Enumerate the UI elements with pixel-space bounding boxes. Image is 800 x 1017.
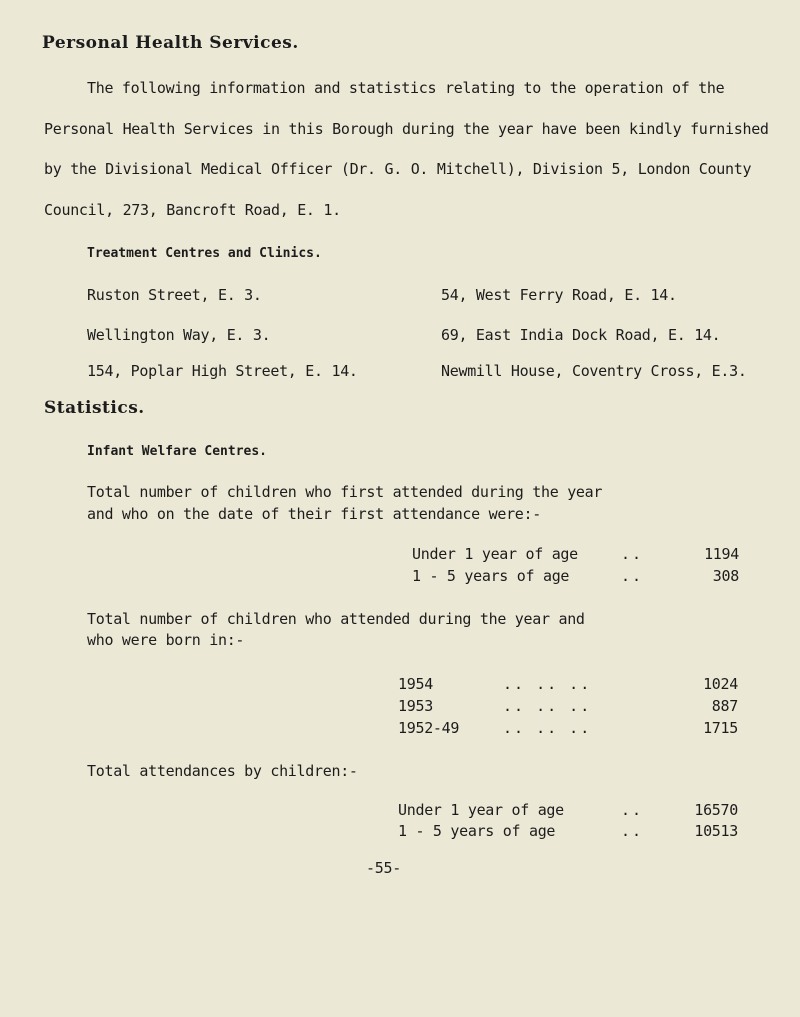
row-value: 1024 — [703, 675, 738, 693]
born-in-text-1: Total number of children who attended during the year and — [87, 610, 585, 628]
row-value: 10513 — [694, 822, 738, 840]
row-dots: .. .. .. — [503, 675, 592, 693]
row-label: 1 - 5 years of age — [398, 822, 556, 840]
row-label: 1952-49 — [398, 719, 460, 737]
row-value: 1194 — [704, 545, 739, 563]
first-attended-text-1: Total number of children who first attended during the year — [87, 483, 603, 501]
centre-4: 69, East India Dock Road, E. 14. — [441, 326, 721, 344]
statistics-heading: Statistics. — [44, 398, 145, 418]
row-dots: .. .. .. — [503, 697, 592, 715]
row-dots: .. — [621, 545, 644, 563]
row-dots: .. — [621, 801, 644, 819]
row-label: Under 1 year of age — [412, 545, 578, 563]
first-attended-text-2: and who on the date of their first attendance were:- — [87, 505, 542, 523]
treatment-heading: Treatment Centres and Clinics. — [87, 246, 322, 261]
row-dots: .. — [621, 822, 644, 840]
centre-2: 54, West Ferry Road, E. 14. — [441, 286, 677, 304]
born-in-text-2: who were born in:- — [87, 631, 245, 649]
row-value: 887 — [711, 697, 738, 715]
centre-3: Wellington Way, E. 3. — [87, 326, 271, 344]
centre-6: Newmill House, Coventry Cross, E.3. — [441, 362, 747, 380]
intro-line-4: Council, 273, Bancroft Road, E. 1. — [44, 201, 341, 219]
row-dots: .. — [621, 567, 644, 585]
row-label: 1 - 5 years of age — [412, 567, 570, 585]
page-heading: Personal Health Services. — [42, 33, 299, 53]
attendances-text: Total attendances by children:- — [87, 762, 358, 780]
row-label: 1954 — [398, 675, 433, 693]
row-label: Under 1 year of age — [398, 801, 564, 819]
row-value: 308 — [712, 567, 739, 585]
infant-heading: Infant Welfare Centres. — [87, 444, 268, 459]
centre-1: Ruston Street, E. 3. — [87, 286, 262, 304]
intro-line-3: by the Divisional Medical Officer (Dr. G. O. Mitchell), Division 5, London County — [44, 160, 752, 178]
centre-5: 154, Poplar High Street, E. 14. — [87, 362, 358, 380]
row-value: 1715 — [703, 719, 738, 737]
page-number: -55- — [366, 859, 401, 877]
row-value: 16570 — [694, 801, 738, 819]
row-label: 1953 — [398, 697, 433, 715]
row-dots: .. .. .. — [503, 719, 592, 737]
intro-line-1: The following information and statistics relating to the operation of the — [87, 79, 725, 97]
intro-line-2: Personal Health Services in this Borough during the year have been kindly furnished — [44, 120, 769, 138]
